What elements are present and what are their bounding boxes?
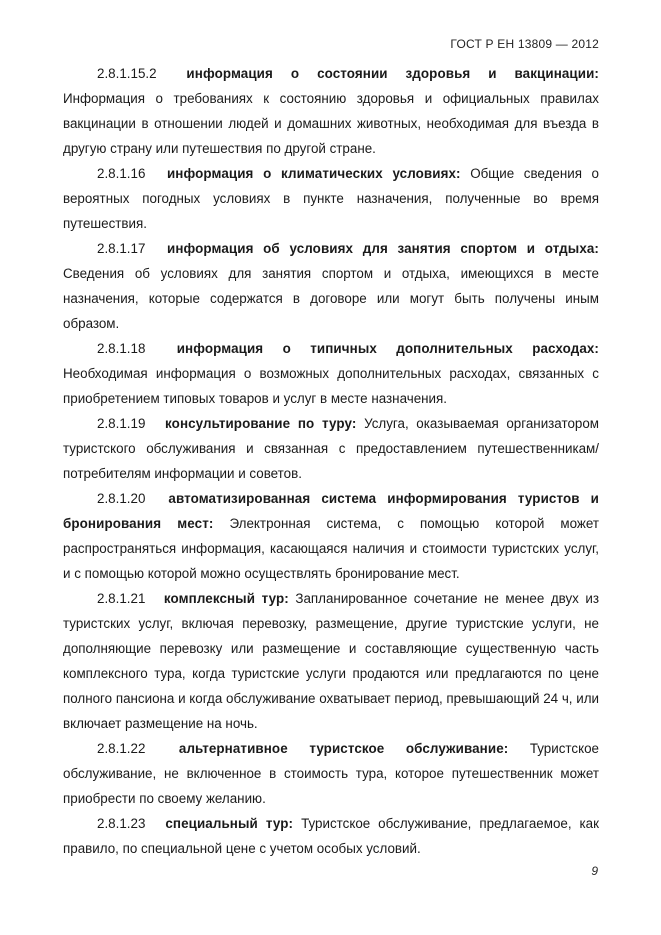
clause-number: 2.8.1.15.2 [97,66,157,81]
definition-entry [63,61,599,161]
clause-number: 2.8.1.20 [97,491,146,506]
definition-entry [63,336,599,411]
clause-number: 2.8.1.23 [97,816,146,831]
clause-number: 2.8.1.22 [97,741,146,756]
definition-text: Туристское обслуживание, предлагаемое, как правило, по специальной цене с учетом особых условий. [63,816,599,856]
term: автоматизированная система информирования туристов и бронирования мест: [63,491,599,531]
definition-text: Электронная система, с помощью которой может распространяться информация, касающаяся наличия и стоимости туристских услуг, и с помощью которой можно осуществлять бронирование мест. [63,516,599,581]
definition-entry [63,411,599,486]
term: специальный тур: [165,816,294,831]
term: информация о состоянии здоровья и вакцинации: [186,66,599,81]
term: консультирование по туру: [165,416,357,431]
page-number: 9 [591,864,598,878]
definition-text: Общие сведения о вероятных погодных условиях в пункте назначения, полученные во время путешествия. [63,166,599,231]
definition-entry [63,236,599,336]
term: информация об условиях для занятия спортом и отдыха: [166,241,599,256]
clause-number: 2.8.1.21 [97,591,146,606]
term: альтернативное туристское обслуживание: [178,741,509,756]
term: комплексный тур: [163,591,289,606]
clause-number: 2.8.1.17 [97,241,146,256]
definition-text: Запланированное сочетание не менее двух из туристских услуг, включая перевозку, размещение, другие туристские услуги, не дополняющие перевозку или размещение и составляющие существенную часть комплексного тура, когда туристские услуги продаются или предлагаются по цене полного пансиона и когда обслуживание охватывает период, превышающий 24 ч, или включает размещение на ночь. [63,591,600,731]
definitions-list [63,61,599,861]
definition-entry [63,586,599,736]
definition-text: Сведения об условиях для занятия спортом и отдыха, имеющихся в месте назначения, которые содержатся в договоре или могут быть получены иным образом. [63,266,599,331]
clause-number: 2.8.1.18 [97,341,146,356]
definition-entry [63,736,599,811]
definition-entry [63,161,599,236]
definition-text: Необходимая информация о возможных дополнительных расходах, связанных с приобретением типовых товаров и услуг в месте назначения. [63,366,599,406]
definition-entry [63,811,599,861]
definition-text: Услуга, оказываемая организатором туристского обслуживания и связанная с предоставлением путешественникам/потребителям информации и советов. [63,416,599,481]
definition-text: Информация о требованиях к состоянию здоровья и официальных правилах вакцинации в отношении людей и домашних животных, необходимая для въезда в другую страну или путешествия по другой стране. [63,91,599,156]
term: информация о типичных дополнительных расходах: [176,341,599,356]
definition-entry [63,486,599,586]
clause-number: 2.8.1.19 [97,416,146,431]
standard-header: ГОСТ Р ЕН 13809 — 2012 [450,37,599,51]
clause-number: 2.8.1.16 [97,166,146,181]
term: информация о климатических условиях: [166,166,461,181]
definition-text: Туристское обслуживание, не включенное в стоимость тура, которое путешественник может приобрести по своему желанию. [63,741,599,806]
